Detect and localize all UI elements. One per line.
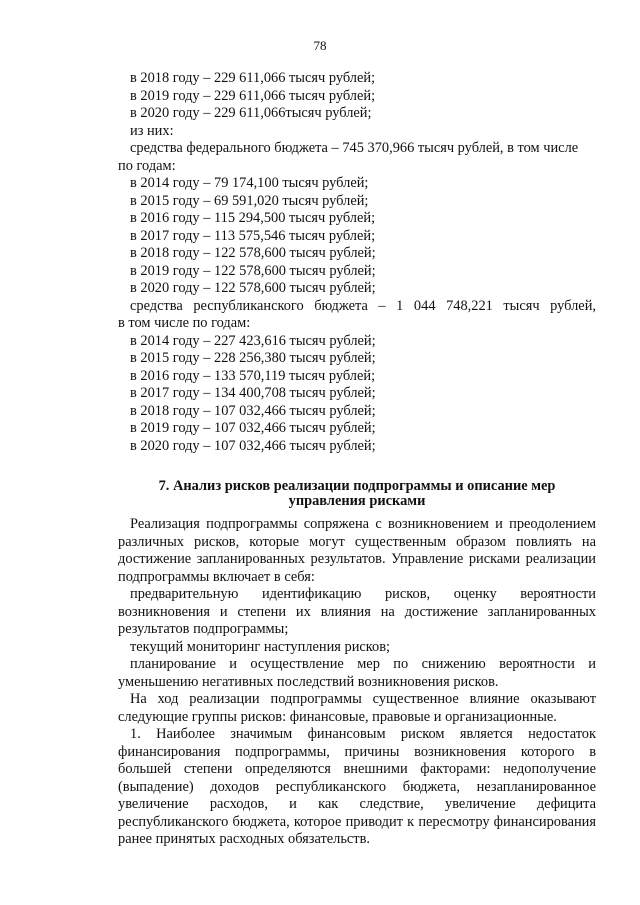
section-heading [118, 479, 596, 509]
section-heading-line: 7. Анализ рисков реализации подпрограммы и описание мер [158, 478, 556, 494]
federal-budget-intro: средства федерального бюджета – 745 370,966 тысяч рублей, в том числе [130, 140, 579, 156]
federal-year-line: в 2018 году – 122 578,600 тысяч рублей; [130, 245, 376, 261]
federal-year-line: в 2019 году – 122 578,600 тысяч рублей; [130, 262, 376, 279]
funding-line: в 2018 году – 229 611,066 тысяч рублей; [130, 70, 376, 86]
paragraph: На ход реализации подпрограммы существенное влияние оказывают следующие группы рисков: финансовые, правовые и организационные. [118, 691, 596, 725]
federal-budget-intro-cont: по годам: [118, 157, 176, 174]
federal-year-line: в 2015 году – 69 591,020 тысяч рублей; [130, 192, 369, 209]
paragraph: 1. Наиболее значимым финансовым риском является недостаток финансирования подпрограммы, причины возникновения которого в большей степени определяются внешними факторами: недополучение (выпадение) доходов республиканского бюджета, незапланированное увеличение расходов, и как следствие, увеличение дефицита республиканского бюджета, которое приводит к пересмотру финансирования ранее принятых расходных обязательств. [118, 726, 596, 847]
republican-year-line: в 2015 году – 228 256,380 тысяч рублей; [130, 350, 376, 366]
paragraph: текущий мониторинг наступления рисков; [130, 638, 391, 655]
paragraph: Реализация подпрограммы сопряжена с возникновением и преодолением различных рисков, которые могут существенным образом повлиять на достижение запланированных результатов. Управление рисками реализации подпрограммы включает в себя: [118, 516, 596, 585]
republican-year-line: в 2020 году – 107 032,466 тысяч рублей; [130, 437, 376, 454]
republican-year-line: в 2017 году – 134 400,708 тысяч рублей; [130, 385, 376, 401]
paragraph: предварительную идентификацию рисков, оценку вероятности возникновения и степени их влияния на достижение запланированных результатов подпрограммы; [118, 586, 596, 637]
federal-year-line: в 2017 году – 113 575,546 тысяч рублей; [130, 227, 376, 244]
document-body [118, 70, 596, 849]
republican-year-line: в 2014 году – 227 423,616 тысяч рублей; [130, 332, 376, 349]
funding-line: в 2020 году – 229 611,066тысяч рублей; [130, 105, 372, 121]
federal-year-line: в 2016 году – 115 294,500 тысяч рублей; [130, 210, 376, 226]
funding-line: из них: [130, 122, 174, 139]
section-heading-line: управления рисками [288, 493, 426, 509]
republican-year-line: в 2016 году – 133 570,119 тысяч рублей; [130, 367, 376, 384]
funding-line: в 2019 году – 229 611,066 тысяч рублей; [130, 87, 376, 104]
paragraph: планирование и осуществление мер по снижению вероятности и уменьшению негативных последствий возникновения рисков. [118, 656, 596, 690]
republican-budget-intro: средства республиканского бюджета – 1 044 748,221 тысяч рублей, [130, 297, 596, 314]
federal-year-line: в 2014 году – 79 174,100 тысяч рублей; [130, 175, 369, 191]
republican-year-line: в 2018 году – 107 032,466 тысяч рублей; [130, 402, 376, 419]
page-number: 78 [313, 38, 327, 53]
republican-year-line: в 2019 году – 107 032,466 тысяч рублей; [130, 420, 376, 436]
federal-year-line: в 2020 году – 122 578,600 тысяч рублей; [130, 280, 376, 296]
republican-budget-intro-cont: в том числе по годам: [118, 315, 251, 331]
